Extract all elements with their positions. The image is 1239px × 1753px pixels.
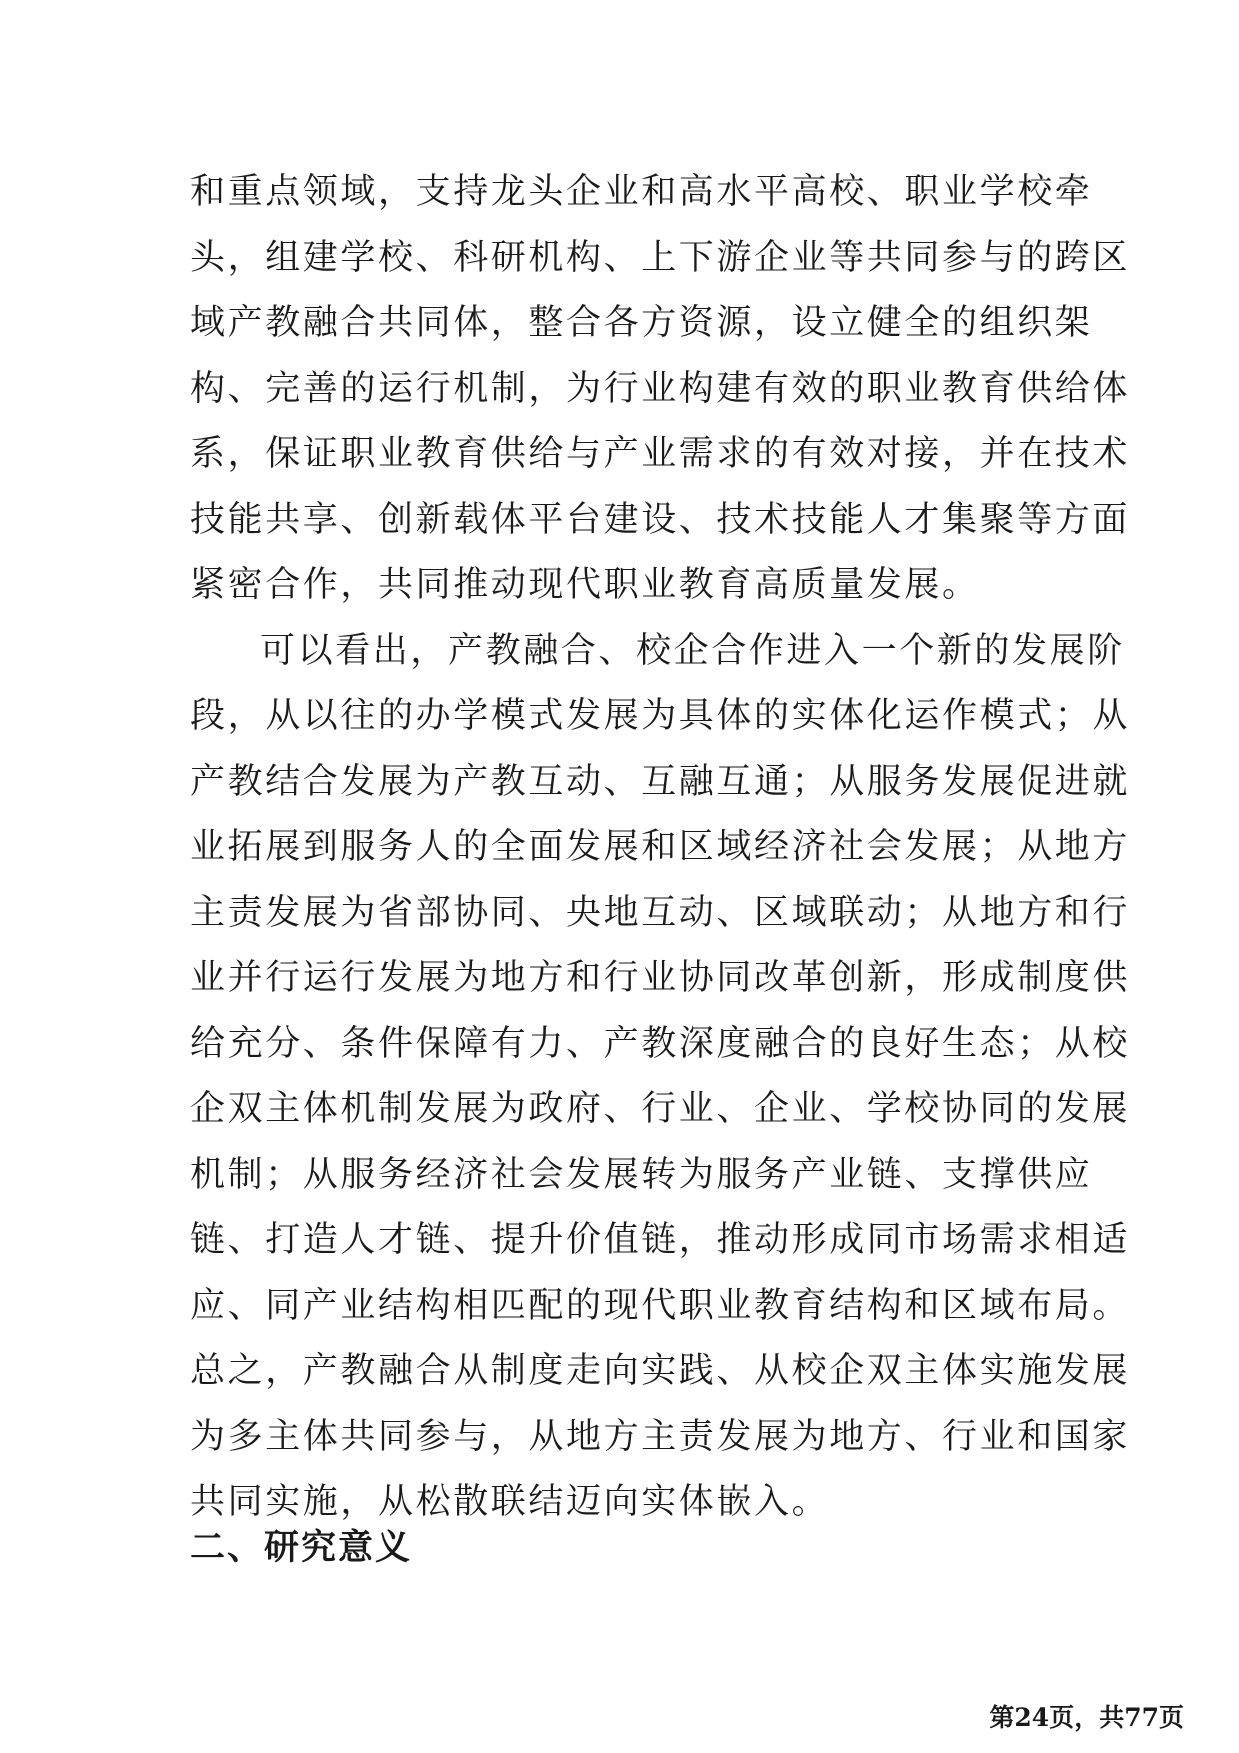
text-line: 业拓展到服务人的全面发展和区域经济社会发展；从地方 [190,827,1131,867]
text-line: 技能共享、创新载体平台建设、技术技能人才集聚等方面 [190,499,1131,540]
text-line: 和重点领域，支持龙头企业和高水平高校、职业学校牵 [190,172,1093,212]
text-line: 段，从以往的办学模式发展为具体的实体化运作模式；从 [190,696,1131,736]
text-line: 系，保证职业教育供给与产业需求的有效对接，并在技术 [190,434,1131,474]
text-line: 头，组建学校、科研机构、上下游企业等共同参与的跨区 [190,237,1131,278]
text-line: 共同实施，从松散联结迈向实体嵌入。 [190,1482,830,1522]
text-line: 给充分、条件保障有力、产教深度融合的良好生态；从校 [190,1023,1131,1064]
text-line: 总之，产教融合从制度走向实践、从校企双主体实施发展 [190,1351,1131,1391]
text-line: 链、打造人才链、提升价值链，推动形成同市场需求相适 [190,1220,1131,1260]
text-line: 主责发展为省部协同、央地互动、区域联动；从地方和行 [190,892,1131,933]
paragraph-first-line: 可以看出，产教融合、校企合作进入一个新的发展阶 [260,630,1125,671]
text-line: 企双主体机制发展为政府、行业、企业、学校协同的发展 [190,1089,1131,1129]
section-heading: 二、研究意义 [190,1528,413,1568]
text-line: 域产教融合共同体，整合各方资源，设立健全的组织架 [190,303,1093,343]
text-line: 为多主体共同参与，从地方主责发展为地方、行业和国家 [190,1416,1131,1457]
page-number: 第24页，共77页 [989,1703,1184,1732]
body-text [190,160,1131,1536]
text-line: 机制；从服务经济社会发展转为服务产业链、支撑供应 [190,1154,1093,1195]
text-line: 应、同产业结构相匹配的现代职业教育结构和区域布局。 [190,1285,1131,1326]
text-line: 构、完善的运行机制，为行业构建有效的职业教育供给体 [190,368,1131,409]
text-line: 产教结合发展为产教互动、互融互通；从服务发展促进就 [190,761,1131,802]
text-line: 紧密合作，共同推动现代职业教育高质量发展。 [190,565,980,605]
text-line: 业并行运行发展为地方和行业协同改革创新，形成制度供 [190,958,1131,998]
